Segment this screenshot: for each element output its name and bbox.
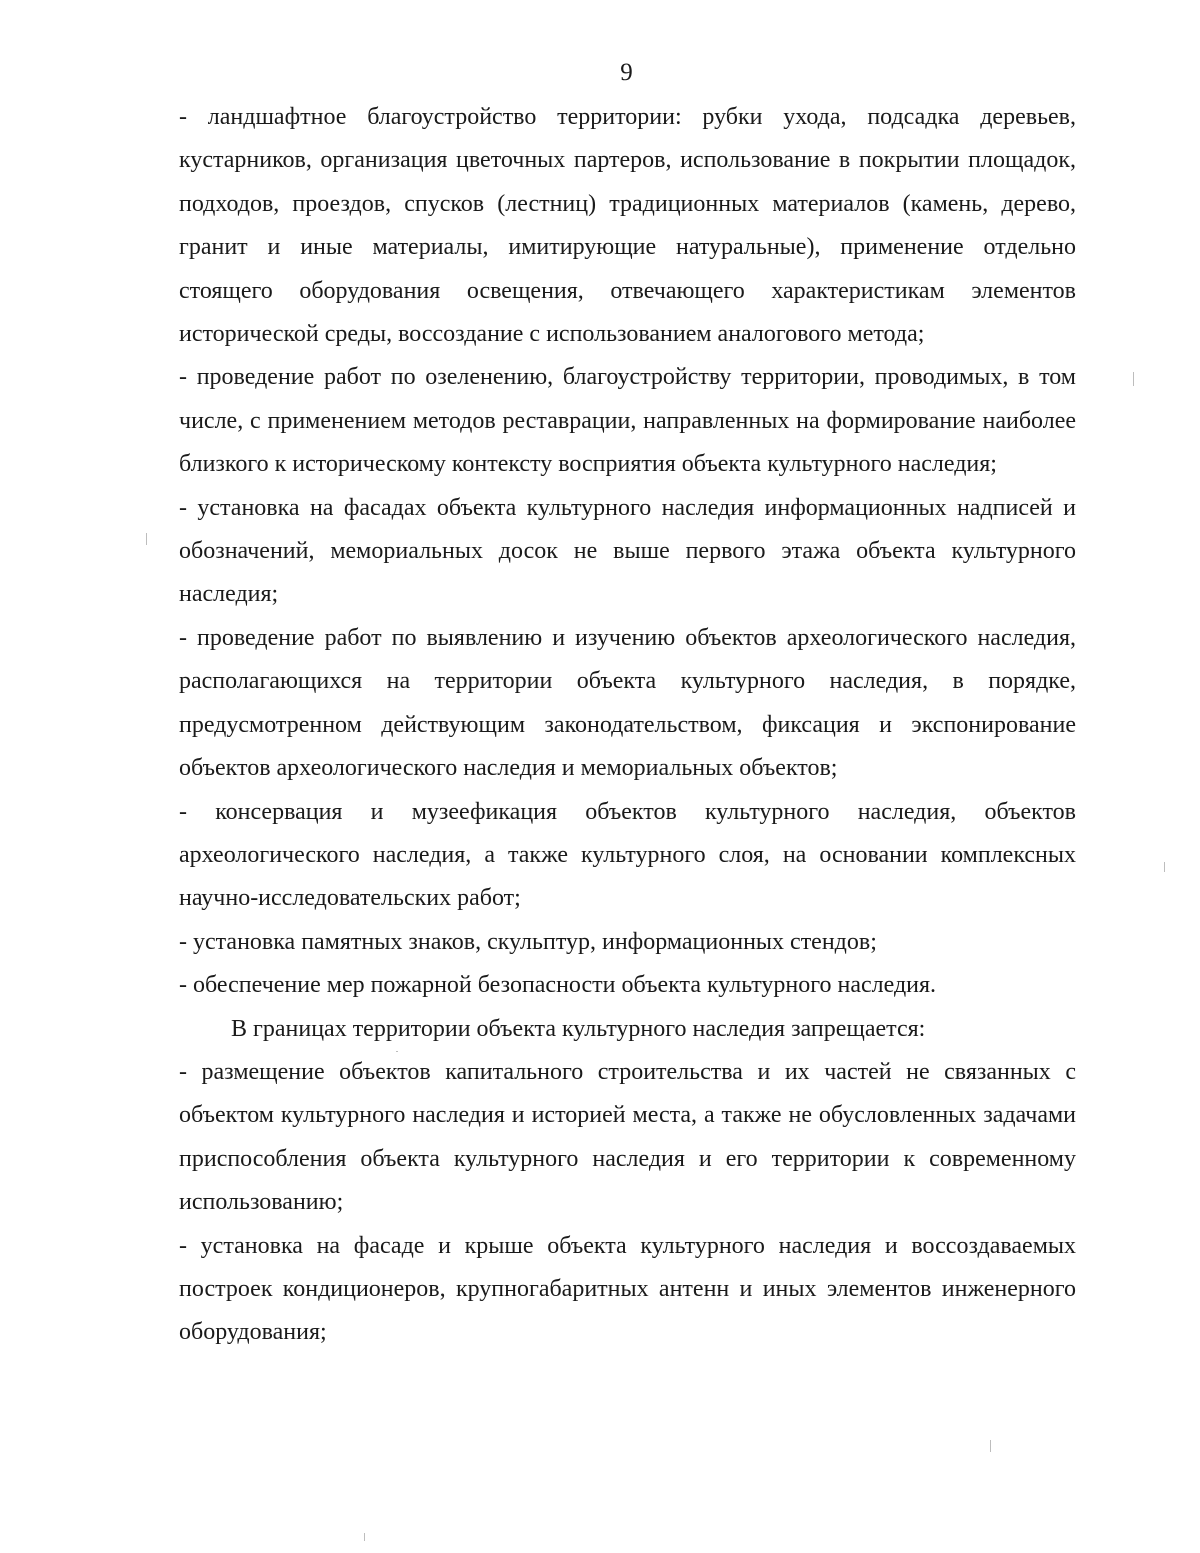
document-body	[179, 96, 1076, 1355]
paragraph-fire-safety: - обеспечение мер пожарной безопасности объекта культурного наследия.	[179, 972, 937, 999]
paragraph-capital-construction: - размещение объектов капитального строительства и их частей не связанных с объектом культурного наследия и историей места, а также не обусловленных задачами приспособления объекта культурного наследия и его территории к современному использованию;	[179, 1058, 1076, 1216]
scan-speck	[1164, 862, 1165, 872]
page-number: 9	[620, 59, 633, 86]
paragraph-archaeological-works: - проведение работ по выявлению и изучению объектов археологического наследия, располагающихся на территории объекта культурного наследия, в порядке, предусмотренном действующим законодательством, фиксация и экспонирование объектов археологического наследия и мемориальных объектов;	[179, 624, 1076, 782]
scan-speck	[1133, 372, 1134, 386]
paragraph-prohibited-heading: В границах территории объекта культурного наследия запрещается:	[231, 1015, 926, 1042]
scan-speck	[396, 1051, 398, 1052]
scan-speck	[990, 1440, 991, 1452]
paragraph-engineering-equipment: - установка на фасаде и крыше объекта культурного наследия и воссоздаваемых построек кондиционеров, крупногабаритных антенн и иных элементов инженерного оборудования;	[179, 1232, 1076, 1346]
paragraph-conservation: - консервация и музеефикация объектов культурного наследия, объектов археологического наследия, а также культурного слоя, на основании комплексных научно-исследовательских работ;	[179, 798, 1076, 912]
paragraph-landscape-improvement: - ландшафтное благоустройство территории: рубки ухода, подсадка деревьев, кустарников, организация цветочных партеров, использование в покрытии площадок, подходов, проездов, спусков (лестниц) традиционных материалов (камень, дерево, гранит и иные материалы, имитирующие натуральные), применение отдельно стоящего оборудования освещения, отвечающего характеристикам элементов исторической среды, воссоздание с использованием аналогового метода;	[179, 104, 1076, 348]
paragraph-memorial-signs: - установка памятных знаков, скульптур, информационных стендов;	[179, 928, 877, 955]
scan-speck	[146, 533, 147, 545]
paragraph-greening-works: - проведение работ по озеленению, благоустройству территории, проводимых, в том числе, с применением методов реставрации, направленных на формирование наиболее близкого к историческому контексту восприятия объекта культурного наследия;	[179, 364, 1076, 478]
scan-speck	[364, 1533, 365, 1541]
paragraph-facade-signage: - установка на фасадах объекта культурного наследия информационных надписей и обозначений, мемориальных досок не выше первого этажа объекта культурного наследия;	[179, 494, 1076, 608]
